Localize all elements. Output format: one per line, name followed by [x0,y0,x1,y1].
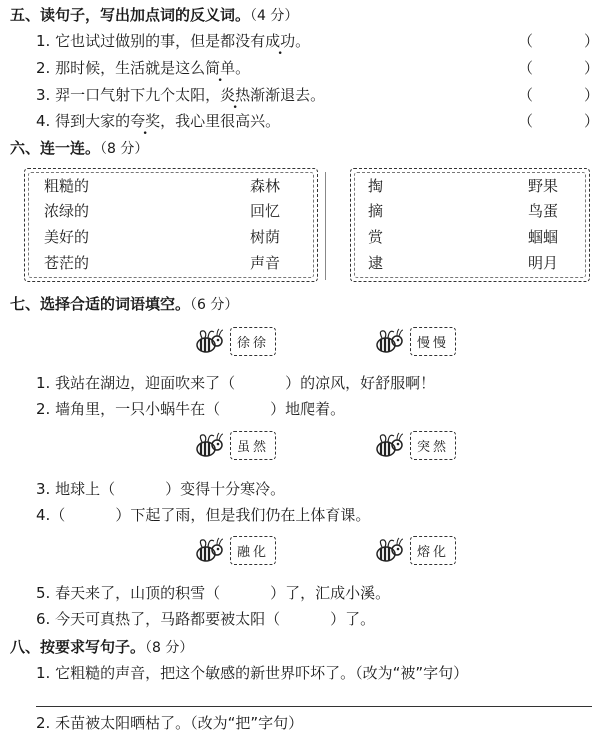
s7-sentence-4: 4.（ ）下起了雨，但是我们仍在上体育课。 [36,506,371,524]
s5-question-1: 1. 它也试过做别的事，但是都没有成功。 [36,32,311,50]
section-8-title: 八、按要求写句子。（8 分） [10,638,194,656]
answer-paren-right: ） [584,112,600,130]
s5-question-2: 2. 那时候，生活就是这么简单。 [36,59,251,77]
section-5-title: 五、读句子，写出加点词的反义词。（4 分） [10,6,299,24]
match-word: 蝈蝈 [528,228,559,246]
s7-sentence-1: 1. 我站在湖边，迎面吹来了（ ）的凉风，好舒服啊！ [36,374,436,392]
match-word: 美好的 [44,228,90,246]
bee-icon [192,430,226,460]
section-6-title: 六、连一连。（8 分） [10,139,149,157]
s7-sentence-5: 5. 春天来了，山顶的积雪（ ）了，汇成小溪。 [36,584,391,602]
match-word: 赏 [368,228,384,246]
s7-sentence-3: 3. 地球上（ ）变得十分寒冷。 [36,480,286,498]
word-choice: 突然 [410,431,456,460]
s7-sentence-6: 6. 今天可真热了，马路都要被太阳（ ）了。 [36,610,376,628]
word-choice: 熔化 [410,536,456,565]
match-word: 粗糙的 [44,177,90,195]
match-word: 摘 [368,202,384,220]
match-word: 掏 [368,177,384,195]
match-word: 树荫 [250,228,281,246]
word-choice: 徐徐 [230,327,276,356]
word-choice: 慢慢 [410,327,456,356]
match-word: 苍茫的 [44,254,90,272]
word-choice-chip [372,535,456,565]
word-choice: 虽然 [230,431,276,460]
answer-paren-left: （ [518,112,534,130]
s8-question-1: 1. 它粗糙的声音，把这个敏感的新世界吓坏了。（改为“被”字句） [36,664,469,682]
word-choice-chip [372,326,456,356]
answer-paren-left: （ [518,59,534,77]
bee-icon [192,535,226,565]
answer-paren-right: ） [584,32,600,50]
s5-question-4: 4. 得到大家的夸奖，我心里很高兴。 [36,112,281,130]
divider-line [325,172,326,280]
answer-paren-right: ） [584,59,600,77]
match-word: 逮 [368,254,384,272]
word-choice-chip [372,430,456,460]
word-choice: 融化 [230,536,276,565]
match-word: 明月 [528,254,559,272]
bee-icon [192,326,226,356]
answer-paren-left: （ [518,86,534,104]
word-choice-chip [192,535,276,565]
answer-paren-left: （ [518,32,534,50]
match-word: 回忆 [250,202,281,220]
s7-sentence-2: 2. 墙角里，一只小蜗牛在（ ）地爬着。 [36,400,346,418]
match-word: 浓绿的 [44,202,90,220]
bee-icon [372,326,406,356]
match-word: 野果 [528,177,559,195]
match-word: 森林 [250,177,281,195]
s8-question-2: 2. 禾苗被太阳晒枯了。（改为“把”字句） [36,714,304,732]
word-choice-chip [192,430,276,460]
section-7-title: 七、选择合适的词语填空。（6 分） [10,295,239,313]
match-word: 声音 [250,254,281,272]
answer-paren-right: ） [584,86,600,104]
bee-icon [372,430,406,460]
match-word: 鸟蛋 [528,202,559,220]
answer-line [36,706,592,707]
word-choice-chip [192,326,276,356]
bee-icon [372,535,406,565]
s5-question-3: 3. 羿一口气射下九个太阳，炎热渐渐退去。 [36,86,326,104]
